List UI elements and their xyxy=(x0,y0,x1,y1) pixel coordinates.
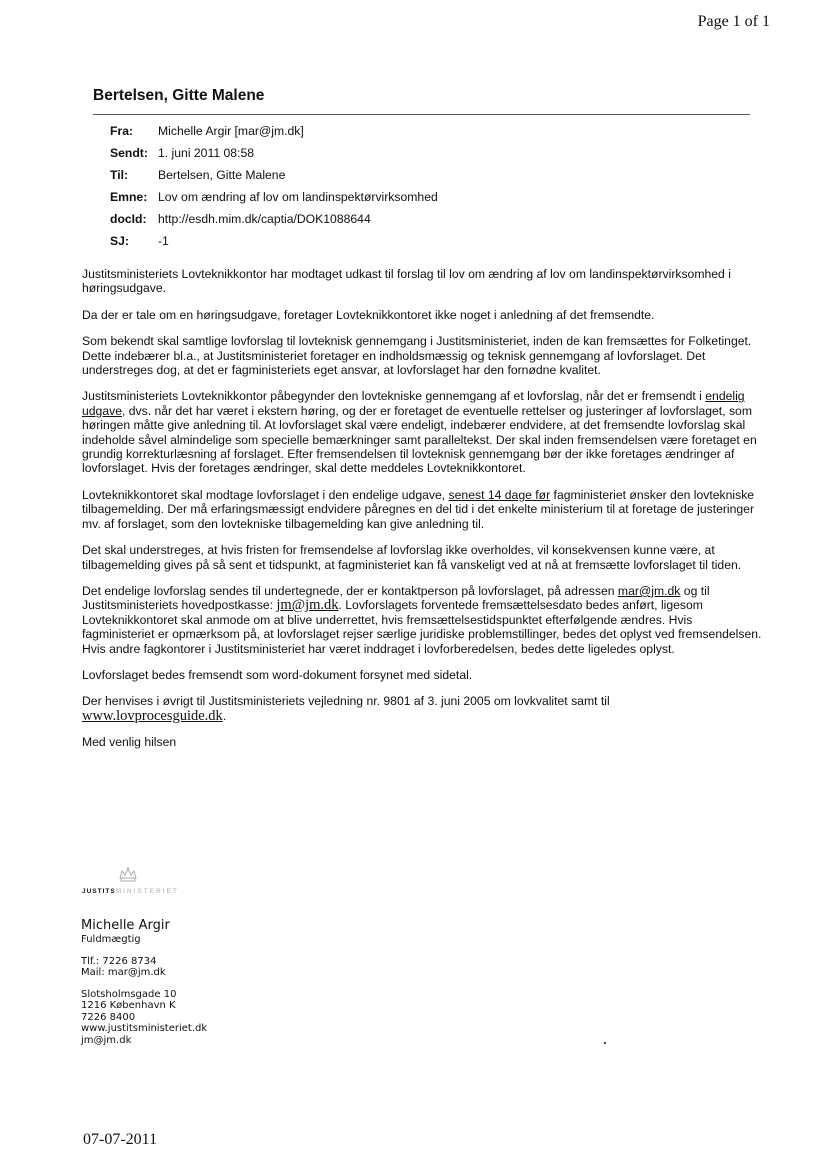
meta-value: Michelle Argir [mar@jm.dk] xyxy=(158,124,304,138)
footer-date: 07-07-2011 xyxy=(83,1131,158,1148)
signature-name: Michelle Argir xyxy=(81,918,170,933)
paragraph-9 xyxy=(82,694,762,723)
meta-label: SJ: xyxy=(110,234,129,248)
meta-value: 1. juni 2011 08:58 xyxy=(158,146,254,160)
signature-email[interactable]: jm@jm.dk xyxy=(81,1034,132,1046)
text: Det endelige lovforslag sendes til undertegnede, der er kontaktperson på lovforslaget, på adressen xyxy=(82,583,618,598)
signature-city: 1216 København K xyxy=(81,1000,176,1011)
email-meta xyxy=(110,124,438,256)
text: , dvs. når det har været i ekstern høring, og der er foretaget de eventuelle rettelser og justeringer af lovforslaget, som høringen måtte give anledning til. At lovforslaget skal være endeligt, indebærer endvidere, at det fremsendte lovforslag skal indeholde såvel almindelige som specielle bemærkninger samt paralleltekst. Der skal inden fremsendelsen være foretaget en grundig korrekturlæsning af forslaget. Efter fremsendelsen til lovteknisk gennemgang bør der ikke foretages ændringer af lovforslaget. Hvis der foretages ændringer, skal dette meddeles Lovteknikkontoret. xyxy=(82,403,757,476)
text: Justitsministeriets Lovteknikkontor påbegynder den lovtekniske gennemgang af et lovforslag, når det er fremsendt i xyxy=(82,389,706,404)
paragraph-1: Justitsministeriets Lovteknikkontor har modtaget udkast til forslag til lov om ændring af lov om landinspektørvirksomhed i høringsudgave. xyxy=(82,267,731,296)
underlined-text: senest 14 dage før xyxy=(448,487,551,502)
signature-block xyxy=(81,918,207,1046)
paragraph-5 xyxy=(82,488,762,531)
logo-light-text: MINISTERIET xyxy=(115,888,179,895)
text: fagministeriet ønsker den lovtekniske tilbagemelding. Der må erfaringsmæssigt endvidere påregnes en del tid i det enkelte ministerium til at foretage de justeringer mv. af forslaget, som den lovtekniske tilbagemelding kan give anledning til. xyxy=(82,487,755,531)
text: og til Justitsministeriets hovedpostkasse: xyxy=(82,583,710,613)
paragraph-3: Som bekendt skal samtlige lovforslag til lovteknisk gennemgang i Justitsministeriet, inden de kan fremsættes for Folketinget. Dette indebærer bl.a., at Justitsministeriet foretager en indholdsmæssig og teknisk gennemgang af lovforslaget. Det understreges dog, at det er fagministeriets eget ansvar, at lovforslaget har den fornødne kvalitet. xyxy=(82,334,752,378)
meta-value: -1 xyxy=(158,234,169,248)
closing: Med venlig hilsen xyxy=(82,735,177,750)
meta-label: Emne: xyxy=(110,190,148,204)
meta-value: Lov om ændring af lov om landinspektørvirksomhed xyxy=(158,190,438,204)
underlined-text: endelig udgave xyxy=(82,389,745,418)
text: Der henvises i øvrigt til Justitsministeriets vejledning nr. 9801 af 3. juni 2005 om lovkvalitet samt til xyxy=(82,694,610,709)
paragraph-8: Lovforslaget bedes fremsendt som word-dokument forsynet med sidetal. xyxy=(82,667,473,682)
meta-from xyxy=(110,124,438,146)
signature-phone: Tlf.: 7226 8734 xyxy=(81,955,157,967)
meta-sent xyxy=(110,146,438,168)
meta-docid xyxy=(110,212,438,234)
signature-mail: Mail: mar@jm.dk xyxy=(81,967,166,978)
paragraph-2: Da der er tale om en høringsudgave, foretager Lovteknikkontoret ikke noget i anledning af det fremsendte. xyxy=(82,307,655,322)
crown-icon xyxy=(117,866,139,884)
email-link-mar[interactable]: mar@jm.dk xyxy=(617,583,681,598)
paragraph-6: Det skal understreges, at hvis fristen for fremsendelse af lovforslag ikke overholdes, vil konsekvensen kunne være, at tilbagemelding gives på så sent et tidspunkt, at fagministeriet kan få vanskeligt ved at nå at fremsætte lovforslaget til tiden. xyxy=(82,543,742,572)
meta-value: http://esdh.mim.dk/captia/DOK1088644 xyxy=(158,212,371,226)
header-divider xyxy=(93,114,750,115)
meta-to xyxy=(110,168,438,190)
meta-label: Til: xyxy=(110,168,129,182)
sender-heading: Bertelsen, Gitte Malene xyxy=(93,87,265,104)
text: . xyxy=(222,708,227,723)
web-link-lovprocesguide[interactable]: www.lovprocesguide.dk xyxy=(82,707,223,724)
signature-main-phone: 7226 8400 xyxy=(81,1011,136,1023)
text: . Lovforslagets forventede fremsættelsesdato bedes anført, ligesom Lovteknikkontoret skal anmode om at blive underrettet, hvis fremsættelsestidspunktet efterfølgende ændres. Hvis fagministeriet er opmærksom på, at lovforslaget rejser særlige juridiske problemstillinger, bedes det oplyst ved fremsendelsen. Hvis andre fagkontorer i Justitsministeriet har været inddraget i lovforberedelsen, bedes dette ligeledes oplyst. xyxy=(82,598,762,656)
meta-value: Bertelsen, Gitte Malene xyxy=(158,168,286,182)
page-number: Page 1 of 1 xyxy=(697,13,770,30)
paragraph-4 xyxy=(82,389,762,475)
meta-label: docId: xyxy=(110,212,147,226)
ministry-logo xyxy=(82,888,179,895)
meta-subject xyxy=(110,190,438,212)
signature-web[interactable]: www.justitsministeriet.dk xyxy=(81,1023,208,1034)
email-link-jm[interactable]: jm@jm.dk xyxy=(276,597,339,614)
text: Lovteknikkontoret skal modtage lovforslaget i den endelige udgave, xyxy=(82,487,449,502)
meta-label: Sendt: xyxy=(110,146,148,160)
paragraph-7 xyxy=(82,584,762,656)
signature-title: Fuldmægtig xyxy=(81,934,141,945)
meta-sj xyxy=(110,234,438,256)
scan-speck xyxy=(604,1042,606,1044)
signature-street: Slotsholmsgade 10 xyxy=(81,988,177,1000)
meta-label: Fra: xyxy=(110,124,134,138)
logo-bold-text: JUSTITS xyxy=(82,888,116,895)
email-body xyxy=(82,267,762,750)
